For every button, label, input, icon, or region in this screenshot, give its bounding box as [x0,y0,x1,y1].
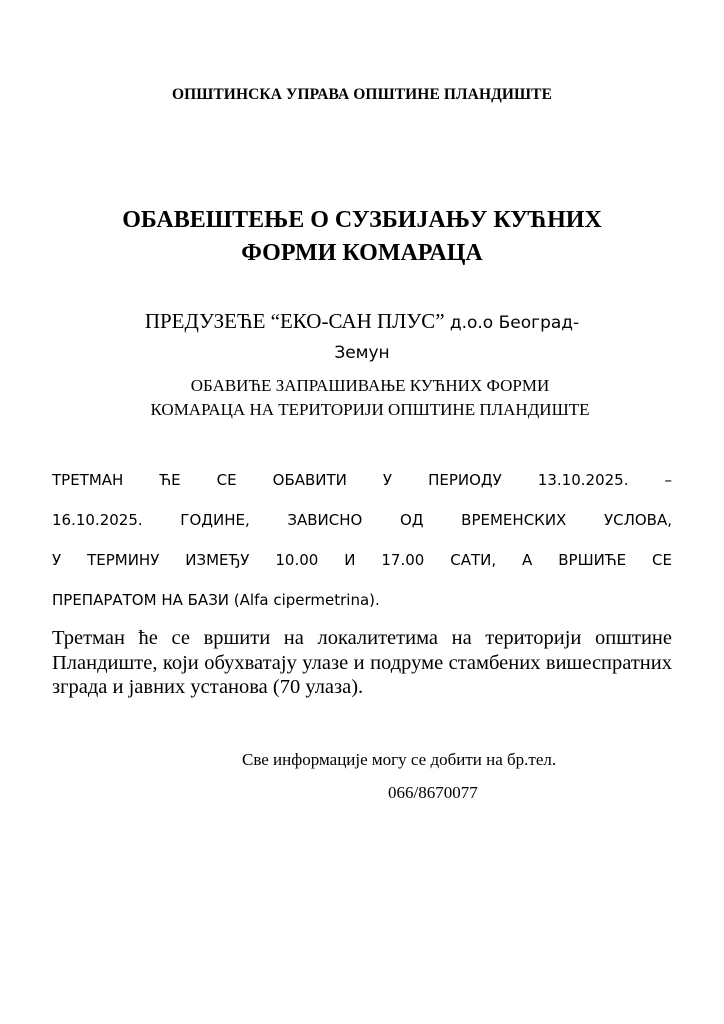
treatment-line-4: ПРЕПАРАТОМ НА БАЗИ (Alfa cipermetrina). [52,591,380,609]
company-name: ПРЕДУЗЕЋЕ “ЕКО-САН ПЛУС” [144,309,445,333]
treatment-line-2: 16.10.2025. ГОДИНЕ, ЗАВИСНО ОД ВРЕМЕНСКИХ УСЛОВА, [52,511,672,529]
contact-block [242,743,662,809]
notice-title [40,204,684,270]
company-city: Земун [334,343,390,363]
location-paragraph: Третман ће се вршити на локалитетима на територији општине Пландиште, који обухватају улазе и подруме стамбених вишеспратних зграда и јавних установа (70 улаза). [52,627,672,698]
contact-info: Све информације могу се добити на бр.тел. [242,750,557,769]
treatment-details [52,460,672,620]
company-legal-suffix: д.о.о Београд- [449,313,580,333]
notice-title-line-2: ФОРМИ КОМАРАЦА [241,240,483,266]
company-line [40,306,684,338]
treatment-line-1: ТРЕТМАН ЋЕ СЕ ОБАВИТИ У ПЕРИОДУ 13.10.2025. – [52,471,672,489]
issuer-header: ОПШТИНСКА УПРАВА ОПШТИНЕ ПЛАНДИШТЕ [171,86,553,103]
action-line-2: КОМАРАЦА НА ТЕРИТОРИЈИ ОПШТИНЕ ПЛАНДИШТЕ [150,400,590,419]
notice-title-line-1: ОБАВЕШТЕЊЕ О СУЗБИЈАЊУ КУЋНИХ [122,207,602,233]
company-block [40,306,684,368]
action-description [60,374,680,422]
action-line-1: ОБАВИЋЕ ЗАПРАШИВАЊЕ КУЋНИХ ФОРМИ [190,376,550,395]
contact-phone: 066/8670077 [388,783,478,802]
treatment-line-3: У ТЕРМИНУ ИЗМЕЂУ 10.00 И 17.00 САТИ, А ВРШИЋЕ СЕ [52,551,672,569]
